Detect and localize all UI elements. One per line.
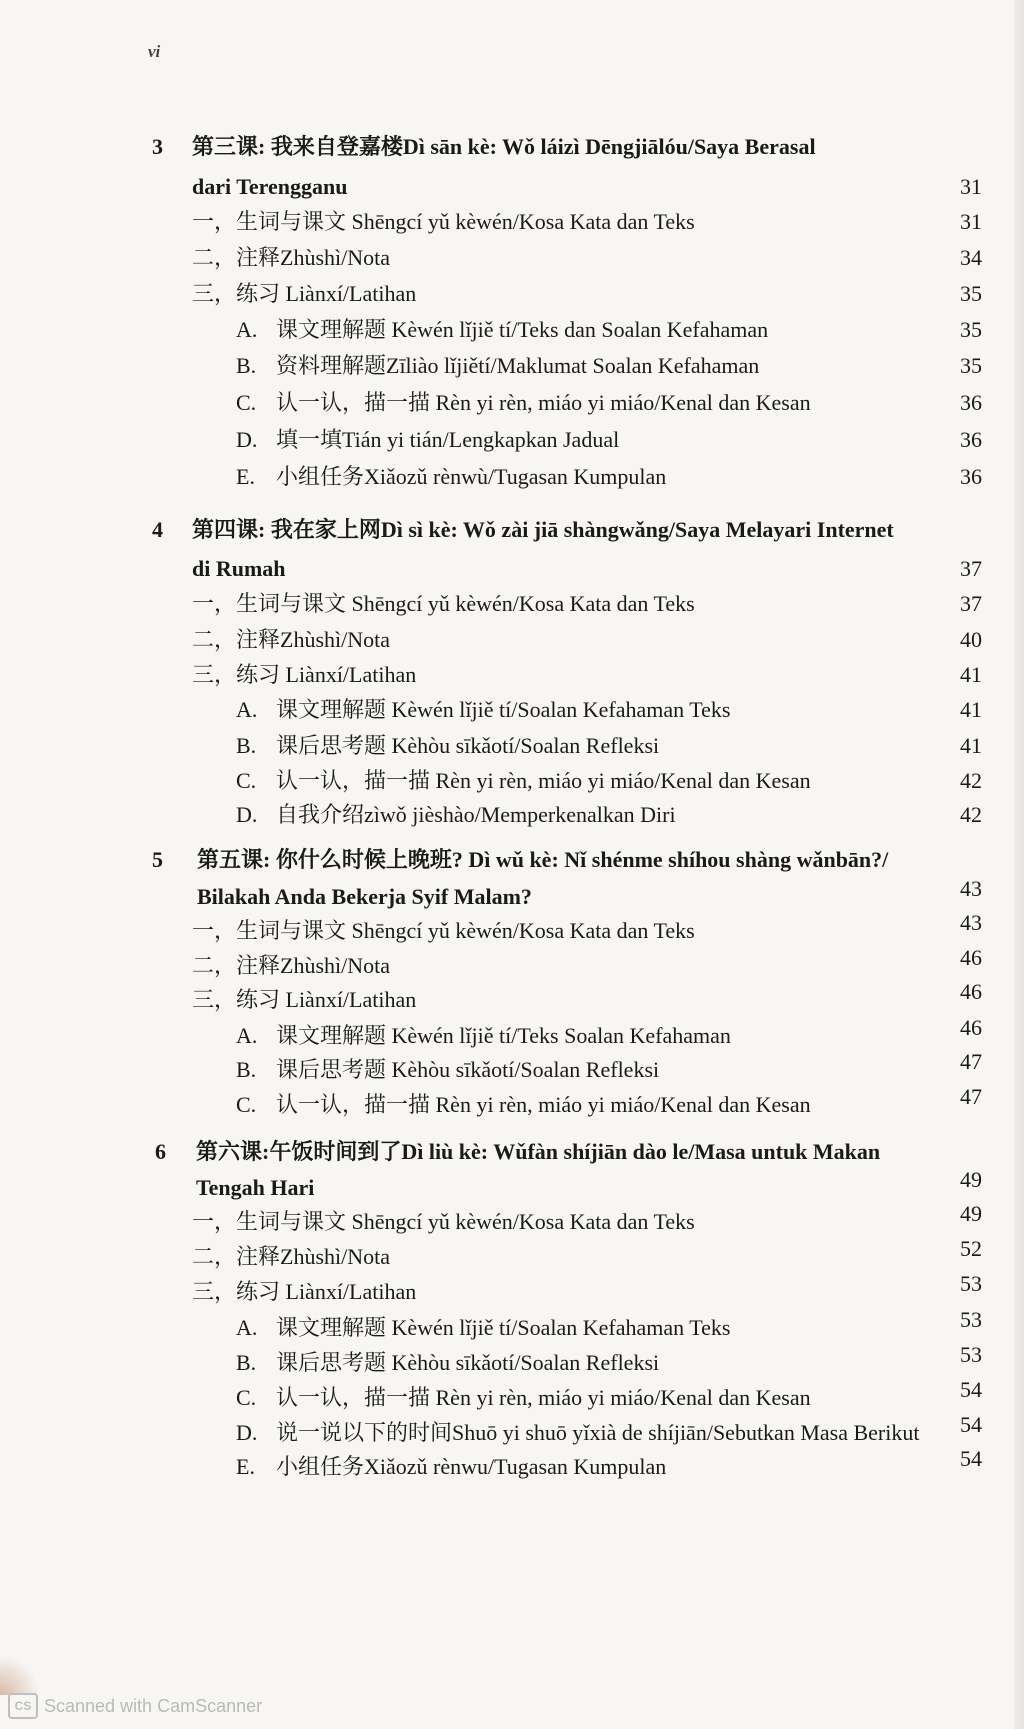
chapter-number: 4	[152, 517, 163, 542]
chapter-number: 6	[155, 1139, 166, 1164]
exercise-letter: C.	[236, 768, 257, 793]
page-ref: 47	[960, 1084, 982, 1109]
exercise-label: 课文理解题 Kèwén lǐjiě tí/Soalan Kefahaman Teks	[276, 697, 731, 722]
entry-label: 二，注释Zhùshì/Nota	[192, 245, 390, 270]
entry-label: 二，注释Zhùshì/Nota	[192, 627, 390, 652]
chapter-title-cont: dari Terengganu	[192, 174, 348, 199]
entry-label: 二，注释Zhùshì/Nota	[192, 953, 390, 978]
page-ref: 47	[960, 1049, 982, 1074]
toc-entry[interactable]	[0, 587, 1024, 621]
chapter-4-heading-cont[interactable]	[0, 552, 1024, 586]
toc-exercise[interactable]	[0, 386, 1024, 420]
entry-label: 一，生词与课文 Shēngcí yǔ kèwén/Kosa Kata dan Teks	[192, 918, 695, 943]
exercise-letter: D.	[236, 1420, 258, 1445]
toc-entry[interactable]	[0, 910, 1024, 948]
exercise-label: 认一认，描一描 Rèn yi rèn, miáo yi miáo/Kenal dan Kesan	[276, 768, 811, 793]
page-ref: 31	[960, 209, 982, 234]
toc-exercise[interactable]	[0, 1377, 1024, 1415]
exercise-letter: C.	[236, 1092, 257, 1117]
camscanner-watermark	[8, 1691, 262, 1721]
exercise-label: 课文理解题 Kèwén lǐjiě tí/Soalan Kefahaman Teks	[276, 1315, 731, 1340]
exercise-letter: A.	[236, 1315, 258, 1340]
toc-entry[interactable]	[0, 241, 1024, 275]
toc-exercise[interactable]	[0, 423, 1024, 457]
entry-label: 一，生词与课文 Shēngcí yǔ kèwén/Kosa Kata dan Teks	[192, 209, 695, 234]
entry-label: 三，练习 Liànxí/Latihan	[192, 662, 417, 687]
page-ref: 54	[960, 1446, 982, 1471]
toc-exercise[interactable]	[0, 1084, 1024, 1122]
toc-entry[interactable]	[0, 623, 1024, 657]
toc-exercise[interactable]	[0, 1015, 1024, 1053]
entry-label: 一，生词与课文 Shēngcí yǔ kèwén/Kosa Kata dan Teks	[192, 1209, 695, 1234]
page-ref: 40	[960, 627, 982, 652]
page-ref: 36	[960, 464, 982, 489]
toc-exercise[interactable]	[0, 1342, 1024, 1380]
chapter-number: 5	[152, 847, 163, 872]
exercise-letter: E.	[236, 1454, 255, 1479]
chapter-title-cont: Bilakah Anda Bekerja Syif Malam?	[197, 884, 532, 909]
toc-exercise[interactable]	[0, 1412, 1024, 1450]
page-ref: 34	[960, 245, 982, 270]
exercise-letter: A.	[236, 697, 258, 722]
chapter-3-heading[interactable]	[0, 130, 1024, 164]
toc-exercise[interactable]	[0, 1446, 1024, 1484]
toc-exercise[interactable]	[0, 798, 1024, 832]
page-ref: 35	[960, 353, 982, 378]
page-ref: 53	[960, 1342, 982, 1367]
exercise-letter: D.	[236, 802, 258, 827]
chapter-number: 3	[152, 134, 163, 159]
page-ref: 49	[960, 1201, 982, 1226]
exercise-letter: B.	[236, 1057, 257, 1082]
exercise-label: 课后思考题 Kèhòu sīkǎotí/Soalan Refleksi	[276, 1057, 660, 1082]
exercise-label: 课后思考题 Kèhòu sīkǎotí/Soalan Refleksi	[276, 1350, 660, 1375]
entry-label: 三，练习 Liànxí/Latihan	[192, 281, 417, 306]
entry-label: 二，注释Zhùshì/Nota	[192, 1244, 390, 1269]
toc-entry[interactable]	[0, 1271, 1024, 1309]
chapter-3-heading-cont[interactable]	[0, 170, 1024, 204]
toc-exercise[interactable]	[0, 1307, 1024, 1345]
page-ref: 41	[960, 697, 982, 722]
exercise-label: 自我介绍zìwǒ jièshào/Memperkenalkan Diri	[276, 802, 676, 827]
toc-exercise[interactable]	[0, 1049, 1024, 1087]
page-ref: 35	[960, 317, 982, 342]
page-ref: 42	[960, 802, 982, 827]
toc-entry[interactable]	[0, 979, 1024, 1017]
page-ref: 53	[960, 1307, 982, 1332]
toc-exercise[interactable]	[0, 764, 1024, 798]
chapter-title: 第六课:午饭时间到了Dì liù kè: Wǔfàn shíjiān dào le/Masa untuk Makan	[196, 1139, 881, 1164]
chapter-5-heading[interactable]	[0, 843, 1024, 877]
page-ref: 41	[960, 733, 982, 758]
exercise-letter: C.	[236, 390, 257, 415]
toc-entry[interactable]	[0, 658, 1024, 692]
page-ref: 41	[960, 662, 982, 687]
camscanner-text: Scanned with CamScanner	[44, 1695, 263, 1716]
toc-entry[interactable]	[0, 945, 1024, 983]
toc-exercise[interactable]	[0, 693, 1024, 727]
page-ref: 54	[960, 1412, 982, 1437]
exercise-label: 课文理解题 Kèwén lǐjiě tí/Teks Soalan Kefahaman	[276, 1023, 731, 1048]
chapter-title-cont: Tengah Hari	[196, 1175, 315, 1200]
toc-exercise[interactable]	[0, 349, 1024, 383]
toc-entry[interactable]	[0, 1201, 1024, 1239]
page-ref: 54	[960, 1377, 982, 1402]
chapter-6-heading-cont[interactable]	[0, 1167, 1024, 1205]
exercise-label: 小组任务Xiǎozǔ rènwu/Tugasan Kumpulan	[276, 1454, 667, 1479]
chapter-title: 第五课: 你什么时候上晚班? Dì wǔ kè: Nǐ shénme shíhou shàng wǎnbān?/	[197, 847, 889, 872]
toc-exercise[interactable]	[0, 313, 1024, 347]
page-ref: 46	[960, 1015, 982, 1040]
exercise-label: 认一认，描一描 Rèn yi rèn, miáo yi miáo/Kenal dan Kesan	[276, 390, 811, 415]
entry-label: 一，生词与课文 Shēngcí yǔ kèwén/Kosa Kata dan Teks	[192, 591, 695, 616]
toc-exercise[interactable]	[0, 729, 1024, 763]
exercise-label: 说一说以下的时间Shuō yi shuō yǐxià de shíjiān/Sebutkan Masa Berikut	[276, 1420, 920, 1445]
scan-corner-shadow	[0, 1655, 40, 1695]
exercise-letter: B.	[236, 733, 257, 758]
exercise-letter: A.	[236, 1023, 258, 1048]
page-ref: 52	[960, 1236, 982, 1261]
chapter-title: 第三课: 我来自登嘉楼Dì sān kè: Wǒ láizì Dēngjiālóu/Saya Berasal	[192, 134, 816, 159]
chapter-title-cont: di Rumah	[192, 556, 286, 581]
toc-entry[interactable]	[0, 205, 1024, 239]
page-ref: 53	[960, 1271, 982, 1296]
exercise-label: 小组任务Xiǎozǔ rènwù/Tugasan Kumpulan	[276, 464, 667, 489]
entry-label: 三，练习 Liànxí/Latihan	[192, 987, 417, 1012]
page-ref: 37	[960, 591, 982, 616]
exercise-letter: A.	[236, 317, 258, 342]
page-ref: 46	[960, 945, 982, 970]
exercise-label: 认一认，描一描 Rèn yi rèn, miáo yi miáo/Kenal dan Kesan	[276, 1092, 811, 1117]
page-number: vi	[148, 42, 161, 61]
exercise-letter: C.	[236, 1385, 257, 1410]
exercise-label: 课文理解题 Kèwén lǐjiě tí/Teks dan Soalan Kefahaman	[276, 317, 769, 342]
chapter-title: 第四课: 我在家上网Dì sì kè: Wǒ zài jiā shàngwǎng/Saya Melayari Internet	[192, 517, 894, 542]
chapter-4-heading[interactable]	[0, 513, 1024, 547]
exercise-letter: B.	[236, 353, 257, 378]
page-ref: 36	[960, 427, 982, 452]
toc-entry[interactable]	[0, 277, 1024, 311]
page-ref: 43	[960, 910, 982, 935]
exercise-letter: D.	[236, 427, 258, 452]
page-ref: 37	[960, 556, 982, 581]
camscanner-logo-icon: CS	[8, 1693, 38, 1719]
page-ref: 36	[960, 390, 982, 415]
page-ref: 31	[960, 174, 982, 199]
page-ref: 49	[960, 1167, 982, 1192]
page-ref: 43	[960, 876, 982, 901]
page-ref: 42	[960, 768, 982, 793]
page-ref: 35	[960, 281, 982, 306]
page-ref: 46	[960, 979, 982, 1004]
exercise-letter: B.	[236, 1350, 257, 1375]
exercise-letter: E.	[236, 464, 255, 489]
chapter-5-heading-cont[interactable]	[0, 876, 1024, 914]
exercise-label: 填一填Tián yi tián/Lengkapkan Jadual	[276, 427, 620, 452]
exercise-label: 认一认，描一描 Rèn yi rèn, miáo yi miáo/Kenal dan Kesan	[276, 1385, 811, 1410]
toc-exercise[interactable]	[0, 460, 1024, 494]
exercise-label: 课后思考题 Kèhòu sīkǎotí/Soalan Refleksi	[276, 733, 660, 758]
chapter-6-heading[interactable]	[0, 1135, 1024, 1169]
toc-entry[interactable]	[0, 1236, 1024, 1274]
entry-label: 三，练习 Liànxí/Latihan	[192, 1279, 417, 1304]
exercise-label: 资料理解题Zīliào lǐjiětí/Maklumat Soalan Kefahaman	[276, 353, 760, 378]
